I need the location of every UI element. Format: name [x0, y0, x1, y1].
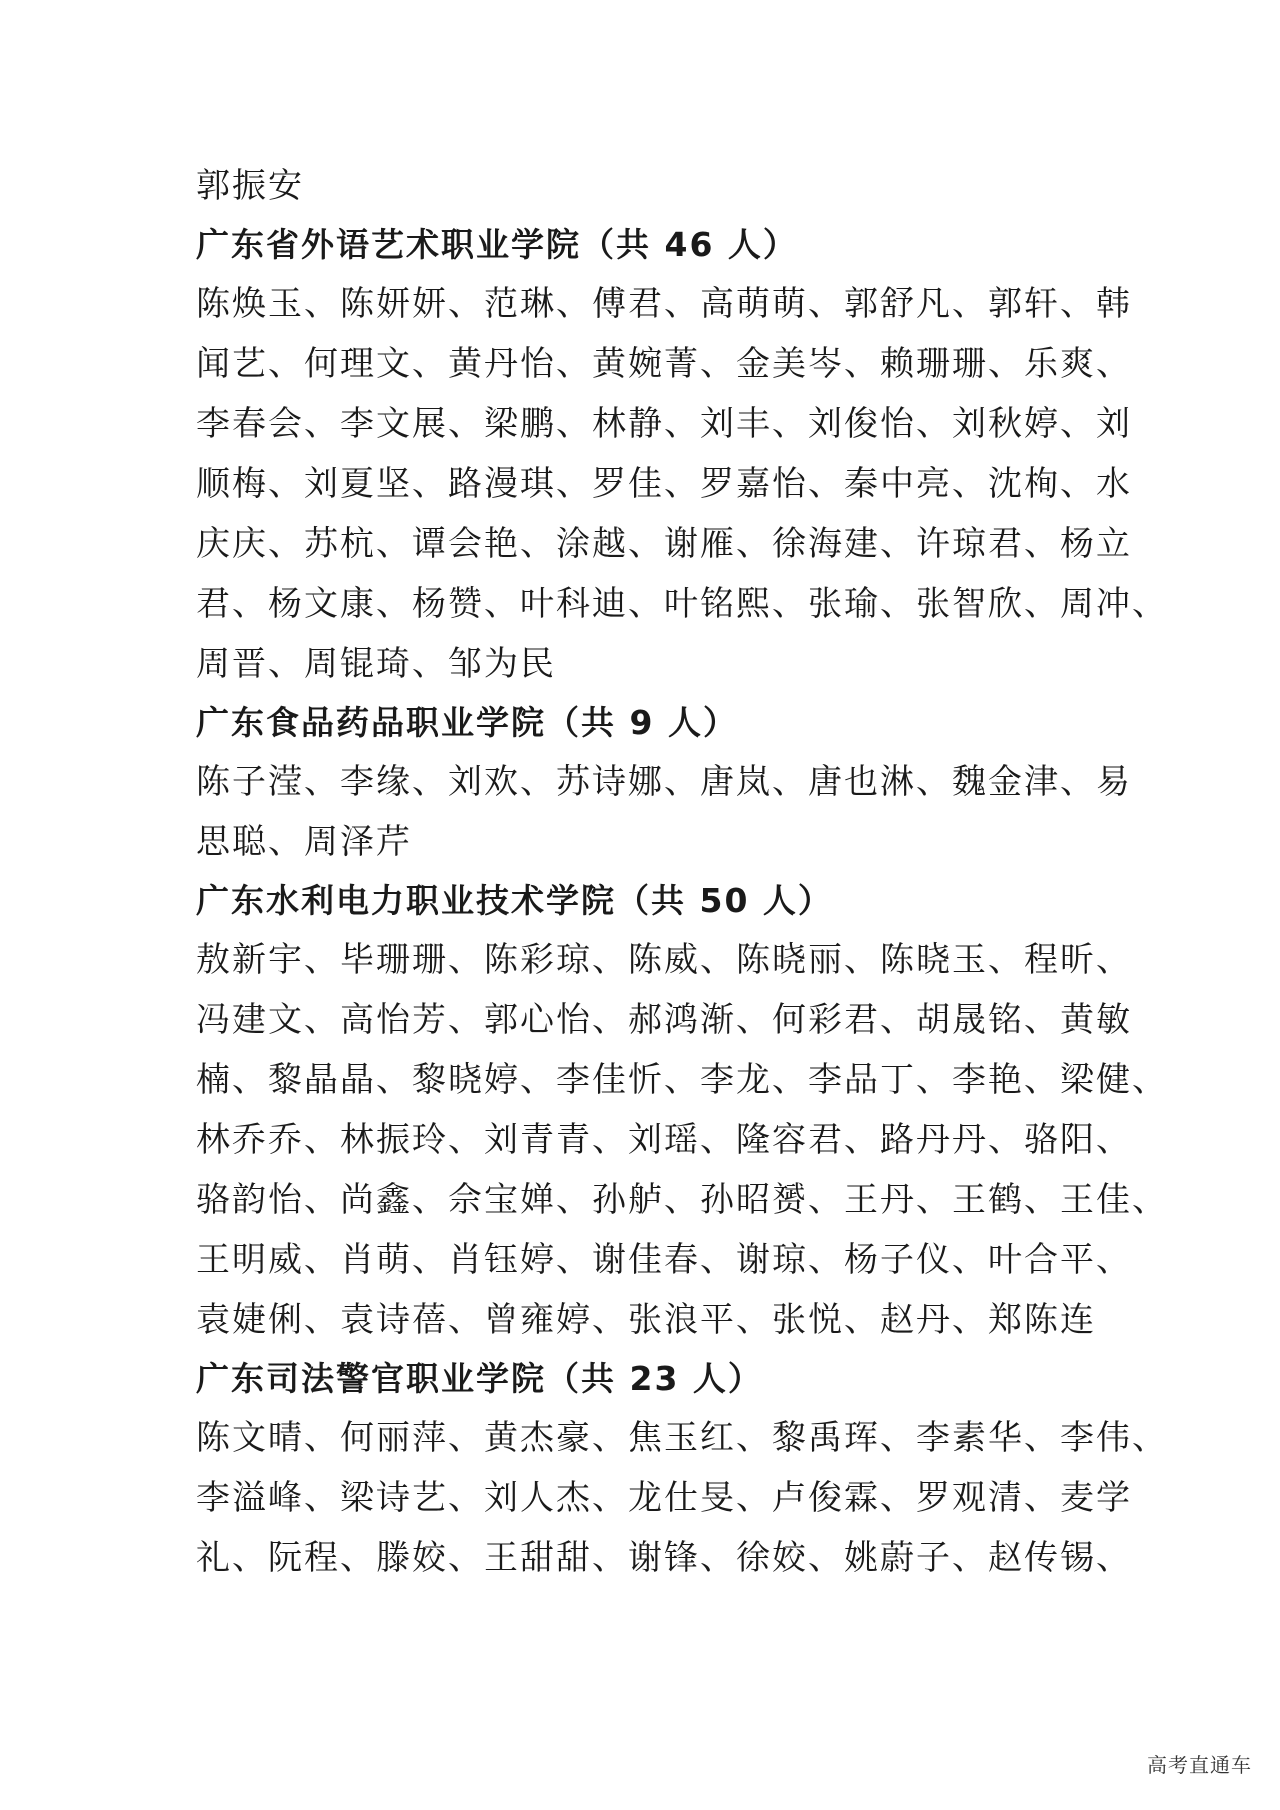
name-line: 李溢峰、梁诗艺、刘人杰、龙仕旻、卢俊霖、罗观清、麦学 — [196, 1478, 1132, 1518]
name-line: 李春会、李文展、梁鹏、林静、刘丰、刘俊怡、刘秋婷、刘 — [196, 404, 1132, 444]
name-line: 冯建文、高怡芳、郭心怡、郝鸿渐、何彩君、胡晟铭、黄敏 — [196, 1000, 1132, 1040]
name-line: 庆庆、苏杭、谭会艳、涂越、谢雁、徐海建、许琼君、杨立 — [196, 524, 1132, 564]
section-heading: 广东省外语艺术职业学院（共 46 人） — [196, 225, 798, 264]
section-heading: 广东食品药品职业学院（共 9 人） — [196, 703, 738, 742]
section-heading: 广东司法警官职业学院（共 23 人） — [196, 1359, 763, 1398]
section-heading: 广东水利电力职业技术学院（共 50 人） — [196, 881, 833, 920]
document-body — [196, 156, 1168, 1588]
name-line: 周晋、周锟琦、邹为民 — [196, 644, 556, 684]
name-line: 礼、阮程、滕姣、王甜甜、谢锋、徐姣、姚蔚子、赵传锡、 — [196, 1538, 1132, 1578]
name-line: 君、杨文康、杨赞、叶科迪、叶铭熙、张瑜、张智欣、周冲、 — [196, 584, 1168, 624]
name-line: 陈子滢、李缘、刘欢、苏诗娜、唐岚、唐也淋、魏金津、易 — [196, 762, 1132, 802]
name-line: 思聪、周泽芹 — [196, 822, 412, 862]
name-line: 顺梅、刘夏坚、路漫琪、罗佳、罗嘉怡、秦中亮、沈栒、水 — [196, 464, 1132, 504]
name-line: 林乔乔、林振玲、刘青青、刘瑶、隆容君、路丹丹、骆阳、 — [196, 1120, 1132, 1160]
name-line: 陈焕玉、陈妍妍、范琳、傅君、高萌萌、郭舒凡、郭轩、韩 — [196, 284, 1132, 324]
name-line: 陈文晴、何丽萍、黄杰豪、焦玉红、黎禹珲、李素华、李伟、 — [196, 1418, 1168, 1458]
intro-line: 郭振安 — [196, 166, 304, 206]
name-line: 袁婕俐、袁诗蓓、曾雍婷、张浪平、张悦、赵丹、郑陈连 — [196, 1300, 1096, 1340]
name-line: 闻艺、何理文、黄丹怡、黄婉菁、金美岑、赖珊珊、乐爽、 — [196, 344, 1132, 384]
section-water-power — [196, 872, 1168, 1350]
name-line: 敖新宇、毕珊珊、陈彩琼、陈威、陈晓丽、陈晓玉、程昕、 — [196, 940, 1132, 980]
name-line: 楠、黎晶晶、黎晓婷、李佳忻、李龙、李品丁、李艳、梁健、 — [196, 1060, 1168, 1100]
name-line: 骆韵怡、尚鑫、佘宝婵、孙舻、孙昭赟、王丹、王鹤、王佳、 — [196, 1180, 1168, 1220]
section-foreign-language-arts — [196, 216, 1168, 694]
watermark: 高考直通车 — [1147, 1753, 1252, 1777]
section-judicial-police — [196, 1350, 1168, 1588]
section-food-drug — [196, 694, 1132, 872]
name-line: 王明威、肖萌、肖钰婷、谢佳春、谢琼、杨子仪、叶合平、 — [196, 1240, 1132, 1280]
